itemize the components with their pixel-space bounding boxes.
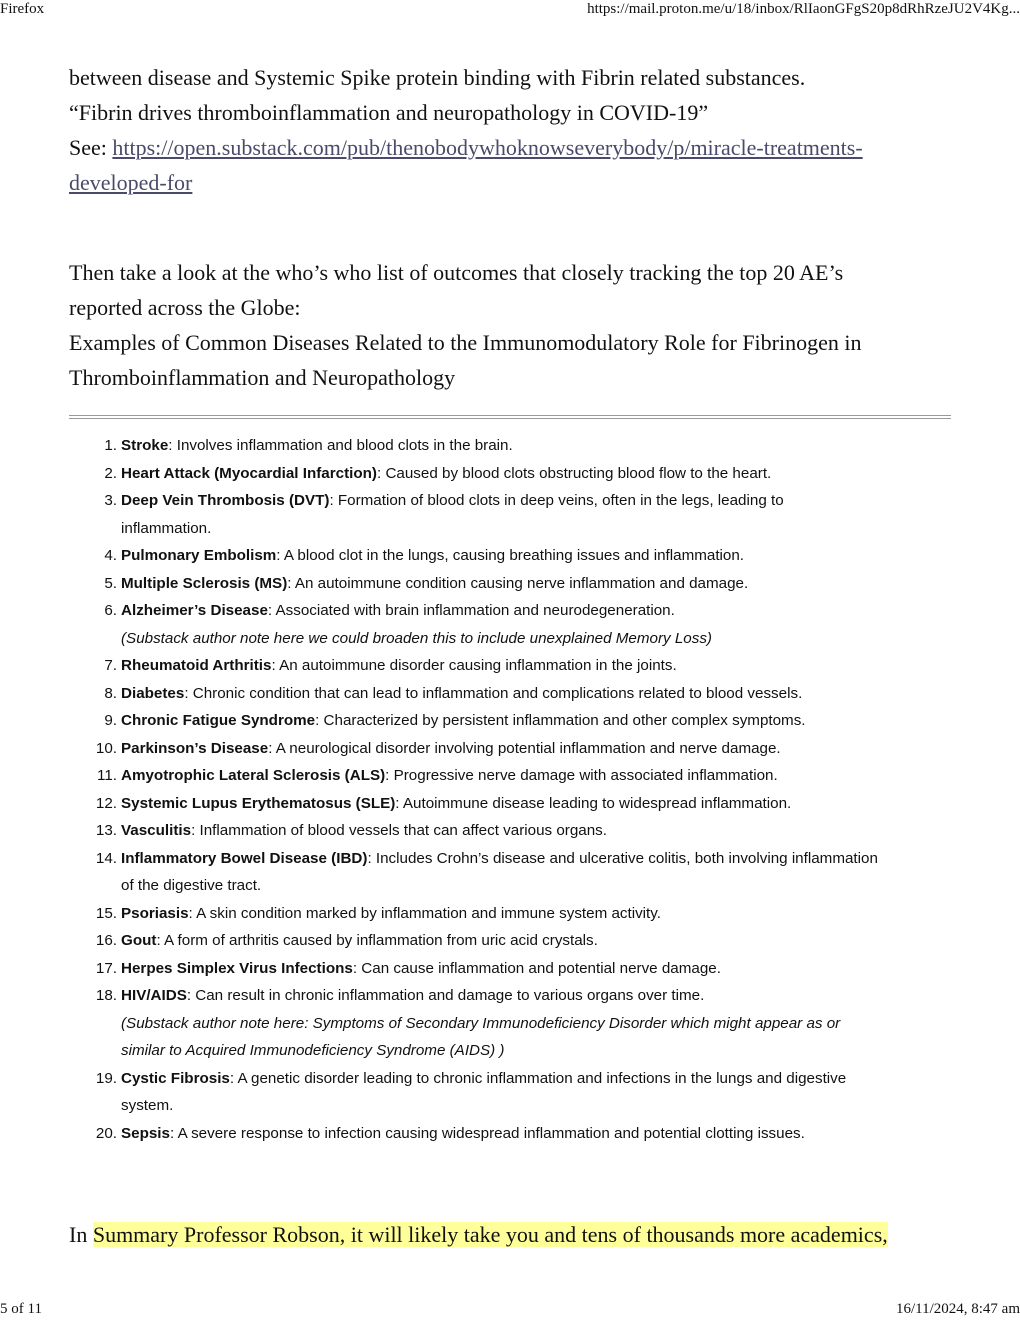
disease-description: : Characterized by persistent inflammation and other complex symptoms. (315, 712, 806, 729)
disease-name: Amyotrophic Lateral Sclerosis (ALS) (121, 767, 386, 784)
list-item-number: 14. (95, 849, 117, 867)
disease-name: Inflammatory Bowel Disease (IBD) (121, 849, 368, 867)
horizontal-divider (69, 415, 951, 419)
list-item (95, 817, 951, 845)
list-item-number: 17. (95, 959, 117, 977)
list-item-number: 4. (104, 547, 117, 564)
browser-name: Firefox (0, 1, 45, 17)
author-note: (Substack author note here we could broaden this to include unexplained Memory Loss) (121, 629, 712, 647)
list-item-number: 3. (104, 492, 117, 509)
list-item-number: 19. (95, 1069, 117, 1087)
lead-line-1: Then take a look at the who’s who list of outcomes that closely tracking the top 20 AE’s (69, 260, 844, 285)
list-item (97, 762, 951, 790)
disease-name: Multiple Sclerosis (MS) (121, 574, 288, 592)
list-item (104, 487, 951, 542)
disease-name: HIV/AIDS (121, 987, 187, 1004)
substack-link-cont[interactable]: developed-for (69, 170, 193, 195)
list-item-line (121, 460, 951, 488)
list-item-line (121, 817, 951, 845)
disease-name: Rheumatoid Arthritis (121, 657, 272, 674)
list-item-number: 20. (95, 1124, 117, 1142)
disease-description: : A blood clot in the lungs, causing breathing issues and inflammation. (276, 547, 745, 564)
list-item-number: 16. (95, 932, 117, 949)
list-item-line (121, 735, 951, 763)
list-item-line (121, 707, 951, 735)
summary-prefix: In (69, 1222, 93, 1247)
list-item (95, 845, 951, 900)
list-item-line (121, 982, 951, 1010)
disease-description-cont: system. (121, 1097, 174, 1114)
disease-name: Vasculitis (121, 822, 192, 839)
list-item (104, 597, 951, 652)
list-item-number: 9. (104, 712, 117, 729)
list-item-number: 6. (104, 602, 117, 619)
list-item (95, 900, 951, 928)
author-note: (Substack author note here: Symptoms of Secondary Immunodeficiency Disorder which might appear as or (121, 1014, 841, 1032)
list-item (95, 1065, 951, 1120)
list-item (104, 652, 951, 680)
disease-description: : A neurological disorder involving potential inflammation and nerve damage. (268, 739, 781, 757)
page-url[interactable]: https://mail.proton.me/u/18/inbox/RlIaonGFgS20p8dRhRzeJU2V4Kg... (587, 1, 1020, 17)
disease-description: : A severe response to infection causing widespread inflammation and potential clotting issues. (169, 1124, 805, 1142)
disease-description-cont: inflammation. (121, 519, 212, 537)
lead-line-3: Examples of Common Diseases Related to the Immunomodulatory Role for Fibrinogen in (69, 330, 862, 355)
intro-paragraph (69, 60, 959, 200)
disease-name: Herpes Simplex Virus Infections (121, 959, 353, 977)
list-item (104, 542, 951, 570)
disease-name: Systemic Lupus Erythematosus (SLE) (121, 794, 396, 812)
summary-line (69, 1217, 888, 1252)
substack-link[interactable]: https://open.substack.com/pub/thenobodywhoknowseverybody/p/miracle-treatments- (112, 135, 863, 160)
list-item-line (121, 652, 951, 680)
disease-name: Alzheimer’s Disease (121, 602, 268, 619)
list-item-number: 2. (104, 464, 117, 482)
list-item-number: 13. (95, 822, 117, 839)
lead-paragraph (69, 255, 959, 395)
list-item-line (121, 900, 951, 928)
disease-name: Parkinson’s Disease (121, 739, 269, 757)
disease-name: Sepsis (121, 1124, 170, 1142)
disease-description: : A form of arthritis caused by inflammation from uric acid crystals. (156, 932, 598, 949)
list-item (95, 735, 951, 763)
list-item-line (121, 597, 951, 625)
list-item (104, 570, 951, 598)
list-item-number: 10. (95, 739, 117, 757)
list-item-number: 8. (104, 684, 117, 702)
disease-description: : Formation of blood clots in deep veins, often in the legs, leading to (329, 492, 784, 509)
list-item-number: 7. (104, 657, 117, 674)
list-item-number: 18. (95, 987, 117, 1004)
list-item-line (121, 790, 951, 818)
list-item-line (121, 845, 951, 873)
disease-description: : An autoimmune condition causing nerve inflammation and damage. (287, 574, 749, 592)
list-item (95, 955, 951, 983)
list-item-line (121, 762, 951, 790)
list-item-line (121, 927, 951, 955)
intro-line-2: “Fibrin drives thromboinflammation and neuropathology in COVID-19” (69, 100, 709, 125)
disease-description: : A skin condition marked by inflammation and immune system activity. (188, 904, 661, 922)
list-item-line (121, 1120, 951, 1148)
list-item-line (121, 955, 951, 983)
list-item (104, 680, 951, 708)
disease-description: : Involves inflammation and blood clots in the brain. (168, 437, 513, 454)
disease-description: : Inflammation of blood vessels that can affect various organs. (191, 822, 607, 839)
list-item (95, 790, 951, 818)
disease-description: : Includes Crohn’s disease and ulcerative colitis, both involving inflammation (367, 849, 878, 867)
list-item-line (121, 542, 951, 570)
disease-description: : Associated with brain inflammation and neurodegeneration. (267, 602, 675, 619)
intro-link-cont-line (69, 165, 959, 200)
list-item (104, 707, 951, 735)
list-item (95, 1120, 951, 1148)
disease-name: Diabetes (121, 684, 185, 702)
disease-name: Deep Vein Thrombosis (DVT) (121, 492, 330, 509)
disease-name: Heart Attack (Myocardial Infarction) (121, 464, 377, 482)
list-item-number: 11. (97, 767, 117, 784)
list-item (95, 982, 951, 1065)
disease-description: : Progressive nerve damage with associated inflammation. (385, 767, 778, 784)
disease-list (95, 432, 951, 1147)
list-item-line (121, 570, 951, 598)
disease-description: : Autoimmune disease leading to widespread inflammation. (395, 794, 792, 812)
intro-line-1: between disease and Systemic Spike protein binding with Fibrin related substances. (69, 65, 806, 90)
disease-name: Stroke (121, 437, 169, 454)
disease-name: Cystic Fibrosis (121, 1069, 230, 1087)
disease-name: Chronic Fatigue Syndrome (121, 712, 316, 729)
list-item-number: 1. (104, 437, 117, 454)
page-indicator: 5 of 11 (0, 1301, 42, 1317)
summary-highlight: Summary Professor Robson, it will likely take you and tens of thousands more academics, (92, 1222, 888, 1247)
author-note-cont: similar to Acquired Immunodeficiency Syndrome (AIDS) ) (121, 1042, 505, 1059)
disease-name: Gout (121, 932, 157, 949)
lead-line-2: reported across the Globe: (69, 295, 301, 320)
list-item-line (121, 487, 951, 515)
list-item-number: 5. (104, 574, 117, 592)
disease-description: : Can result in chronic inflammation and damage to various organs over time. (186, 987, 705, 1004)
lead-line-4: Thromboinflammation and Neuropathology (69, 365, 456, 390)
list-item-number: 12. (95, 794, 117, 812)
disease-description: : Caused by blood clots obstructing blood flow to the heart. (377, 464, 772, 482)
see-label: See: (69, 135, 113, 160)
list-item-line (121, 432, 951, 460)
list-item (104, 460, 951, 488)
intro-see-line (69, 130, 959, 165)
disease-description: : A genetic disorder leading to chronic inflammation and infections in the lungs and digestive (229, 1069, 847, 1087)
disease-description: : An autoimmune disorder causing inflammation in the joints. (271, 657, 677, 674)
list-item (104, 432, 951, 460)
print-datetime: 16/11/2024, 8:47 am (895, 1301, 1020, 1317)
list-item (95, 927, 951, 955)
disease-name: Psoriasis (121, 904, 189, 922)
list-item-line (121, 1065, 951, 1093)
disease-description-cont: of the digestive tract. (121, 877, 262, 894)
list-item-line (121, 680, 951, 708)
disease-description: : Chronic condition that can lead to inflammation and complications related to blood vessels. (184, 684, 803, 702)
disease-description: : Can cause inflammation and potential nerve damage. (352, 959, 721, 977)
list-item-number: 15. (95, 904, 117, 922)
disease-name: Pulmonary Embolism (121, 547, 277, 564)
